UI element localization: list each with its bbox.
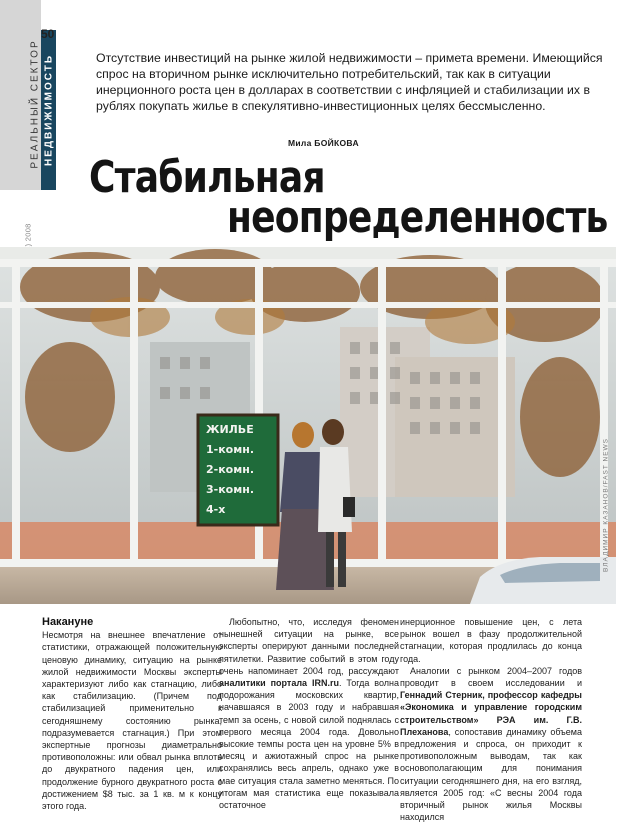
article-column-2: [219, 616, 399, 811]
column-3-text: [400, 665, 582, 823]
rubric-sector: [28, 18, 41, 190]
rubric-sector-label: РЕАЛЬНЫЙ СЕКТОР: [29, 39, 40, 169]
sign-text-line-1: ЖИЛЬЕ: [206, 423, 254, 436]
photo-credit: [601, 400, 611, 610]
column-2-text: [219, 616, 399, 811]
sign-text-line-2: 1-комн.: [206, 443, 255, 456]
section-heading: Накануне: [42, 616, 94, 628]
column-3-text-a: инерционное повышение цен, с лета рынок вошел в фазу продолжительной стагнации, которая продлилась до конца года.: [400, 617, 582, 664]
column-3-text-b: Аналогии с рынком 2004–2007 годов проводит в своем исследовании и: [400, 665, 582, 689]
column-2-text-c: . Тогда волна подорожания московских квартир, начавшаяся в 2003 году и набравшая темп за осень, с новой силой поднялась с первого месяца 2004 года. Довольно высокие темпы роста цен на уровне 5% в месяц и ажиотажный спрос на рынке сохранялись весь апрель, однако уже в мае ситуация стала заметно меняться. По итогам мая статистика еще показывала остаточное: [219, 678, 399, 811]
column-3-emphasis: Геннадий Стерник, профессор кафедры «Экономика и управление городским строительством» РЭА им. Г.В. Плеханова: [400, 690, 582, 737]
article-column-1: [42, 616, 222, 812]
page-number: 50: [41, 27, 55, 41]
lead-paragraph: Отсутствие инвестиций на рынке жилой недвижимости – примета времени. Имеющийся спрос на вторичном рынке исключительно потребительский, так как в ситуации инерционного роста цен в долларах в соответствии с инфляцией и стабилизации их в рублях покупать жилье в спекулятивно-инвестиционных целях бессмысленно.: [96, 51, 603, 113]
column-2-emphasis: аналитики портала IRN.ru: [219, 678, 339, 689]
sign-text-line-4: 3-комн.: [206, 483, 255, 496]
rubric-topic-label: НЕДВИЖИМОСТЬ: [43, 53, 54, 167]
headline-line-2: неопределенность: [227, 192, 608, 243]
column-3-text-d: , сопоставив динамику объема предложения и спроса, он приходит к противоположным выводам, так как основополагающим для понимания ситуации сегодняшнего дня, на его взгляд, является 2005 год: «С весны 2004 года вторичный рынок жилья Москвы находился: [400, 726, 582, 823]
article-photo: [0, 247, 616, 604]
sign-text-line-3: 2-комн.: [206, 463, 255, 476]
byline: Мила БОЙКОВА: [288, 138, 359, 148]
column-2-text-a: Любопытно, что, исследуя феномен нынешней ситуации на рынке, все эксперты оперируют данными последней пятилетки. Развитие событий в этом году очень напоминает 2004 год, рассуждают: [219, 617, 399, 676]
column-1-text: Несмотря на внешнее впечатление от статистики, отражающей положительную ценовую динамику, ситуацию на рынке жилой недвижимости Москвы эксперты характеризуют либо как стагнацию, либо как стабилизацию. (Причем под стабилизацией применительно к сегодняшнему состоянию рынка, подразумевается стагнация.) При этом экспертные прогнозы диаметрально противоположны: или обвал рынка вплоть до двукратного падения цен, или продолжение бурного двукратного роста с достижением $8 тыс. за 1 кв. м к концу этого года.: [42, 630, 222, 812]
sign-text-line-5: 4-х: [206, 503, 226, 516]
rubric-topic: [41, 30, 56, 190]
headline-line-1: Стабильная: [89, 152, 325, 203]
photo-credit-text: ВЛАДИМИР КАЗАНОВ/FAST NEWS: [602, 437, 610, 573]
article-column-3: [400, 616, 582, 823]
